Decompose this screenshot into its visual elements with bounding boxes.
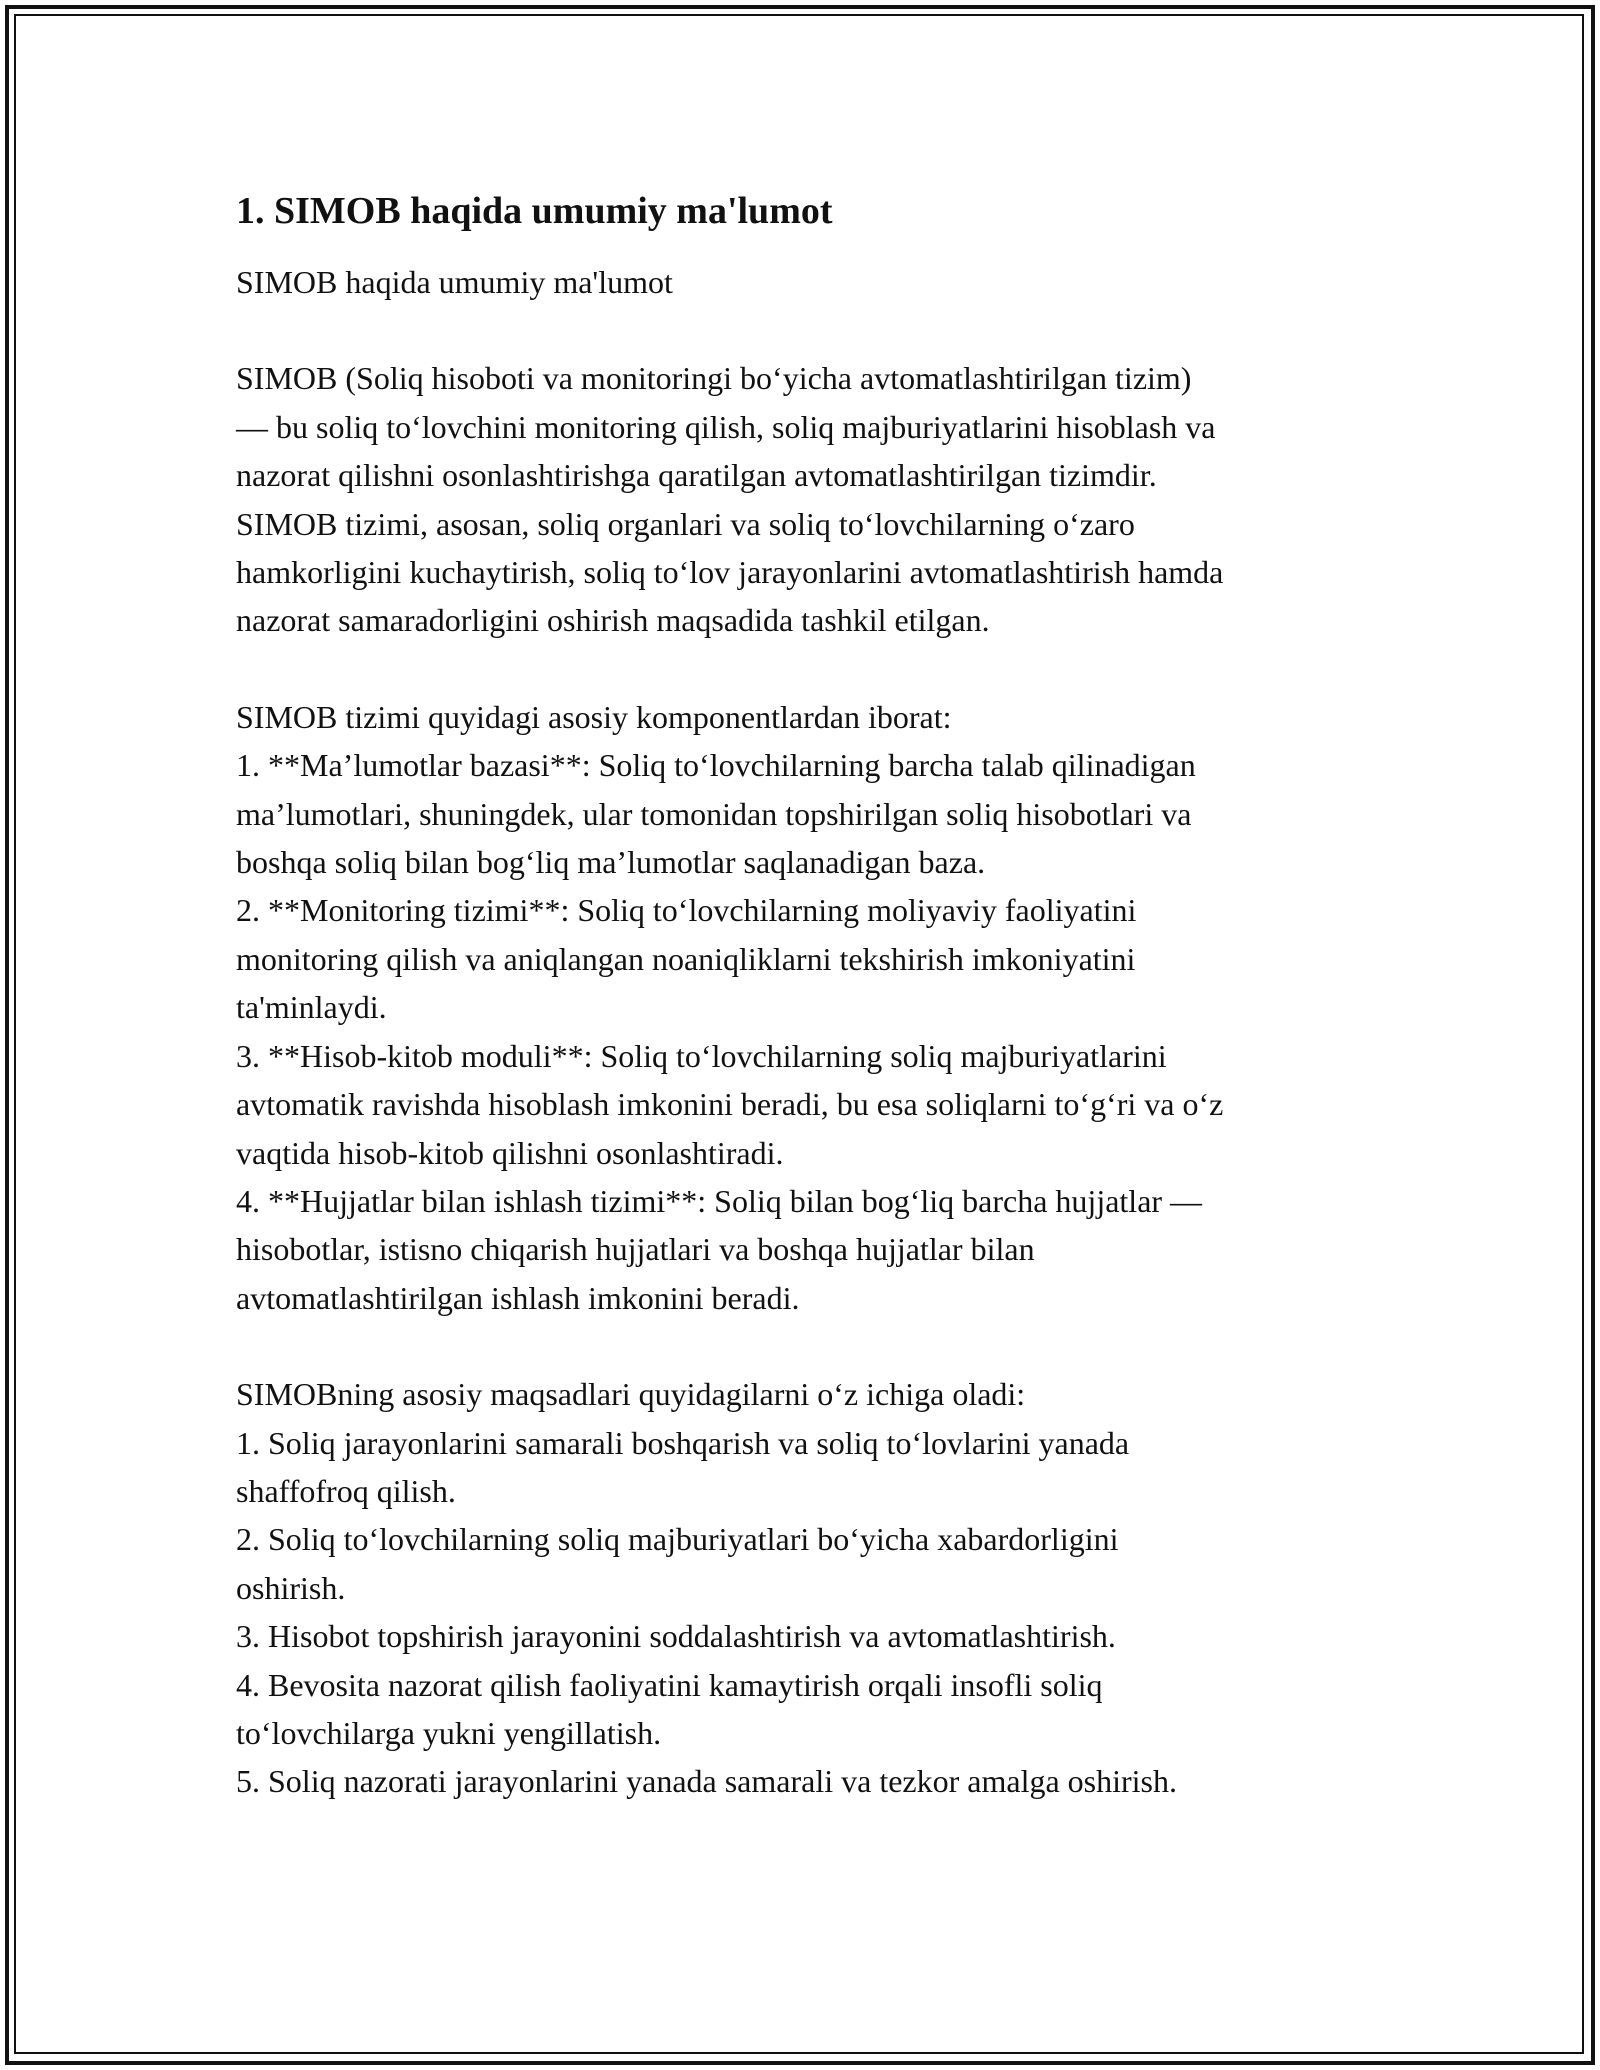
components-paragraph: SIMOB tizimi quyidagi asosiy komponentlardan iborat: 1. **Ma’lumotlar bazasi**: Soliq to‘lovchilarning barcha talab qilinadigan ma’lumotlari, shuningdek, ular tomonidan topshirilgan soliq hisobotlari va boshqa soliq bilan bog‘liq ma’lumotlar saqlanadigan baza. 2. **Monitoring tizimi**: Soliq to‘lovchilarning moliyaviy faoliyatini monitoring qilish va aniqlangan noaniqliklarni tekshirish imkoniyatini ta'minlaydi. 3. **Hisob-kitob moduli**: Soliq to‘lovchilarning soliq majburiyatlarini avtomatik ravishda hisoblash imkonini beradi, bu esa soliqlarni to‘g‘ri va o‘z vaqtida hisob-kitob qilishni osonlashtiradi. 4. **Hujjatlar bilan ishlash tizimi**: Soliq bilan bog‘liq barcha hujjatlar — hisobotlar, istisno chiqarish hujjatlari va boshqa hujjatlar bilan avtomatlashtirilgan ishlash imkonini beradi. <box>236 698 1224 1316</box>
paragraph-gap <box>236 306 1386 354</box>
subtitle-paragraph: SIMOB haqida umumiy ma'lumot <box>236 264 673 300</box>
document-page <box>236 186 1386 1806</box>
paragraph-gap <box>236 1322 1386 1370</box>
document-heading: 1. SIMOB haqida umumiy ma'lumot <box>236 190 833 232</box>
paragraph-gap <box>236 645 1386 693</box>
intro-paragraph: SIMOB (Soliq hisoboti va monitoringi bo‘yicha avtomatlashtirilgan tizim) — bu soliq to‘lovchini monitoring qilish, soliq majburiyatlarini hisoblash va nazorat qilishni osonlashtirishga qaratilgan avtomatlashtirilgan tizimdir. SIMOB tizimi, asosan, soliq organlari va soliq to‘lovchilarning o‘zaro hamkorligini kuchaytirish, soliq to‘lov jarayonlarini avtomatlashtirish hamda nazorat samaradorligini oshirish maqsadida tashkil etilgan. <box>236 360 1224 639</box>
goals-paragraph: SIMOBning asosiy maqsadlari quyidagilarni o‘z ichiga oladi: 1. Soliq jarayonlarini samarali boshqarish va soliq to‘lovlarini yanada shaffofroq qilish. 2. Soliq to‘lovchilarning soliq majburiyatlari bo‘yicha xabardorligini oshirish. 3. Hisobot topshirish jarayonini soddalashtirish va avtomatlashtirish. 4. Bevosita nazorat qilish faoliyatini kamaytirish orqali insofli soliq to‘lovchilarga yukni yengillatish. 5. Soliq nazorati jarayonlarini yanada samarali va tezkor amalga oshirish. <box>236 1376 1177 1800</box>
